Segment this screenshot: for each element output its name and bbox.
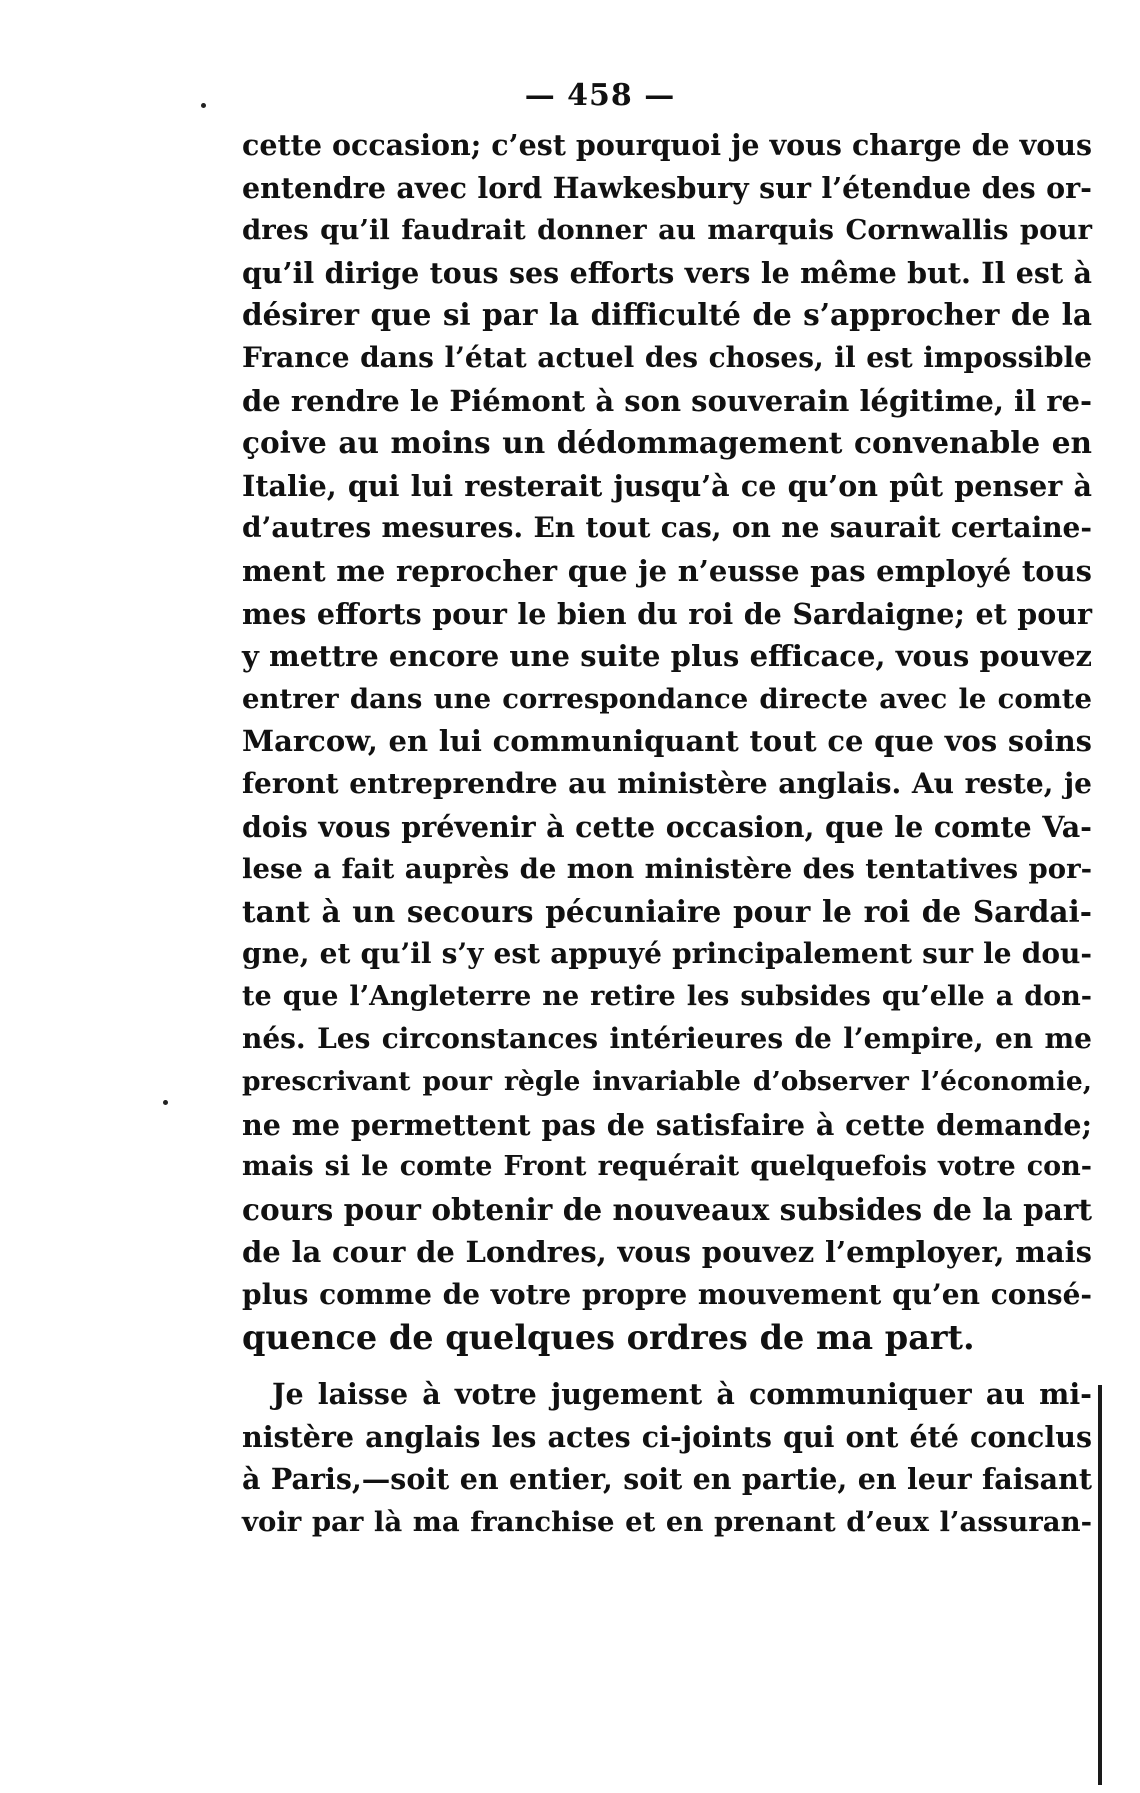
text-line: gne, et qu’il s’y est appuyé principalement sur le dou- bbox=[242, 937, 1092, 971]
text-line: plus comme de votre propre mouvement qu’en consé- bbox=[242, 1278, 1092, 1312]
text-line: cours pour obtenir de nouveaux subsides de la part bbox=[242, 1191, 1092, 1227]
text-line: mes efforts pour le bien du roi de Sardaigne; et pour bbox=[242, 596, 1092, 631]
text-line: entendre avec lord Hawkesbury sur l’étendue des or- bbox=[242, 170, 1092, 205]
page-edge-shadow bbox=[1098, 1385, 1102, 1785]
text-line: Marcow, en lui communiquant tout ce que vos soins bbox=[242, 724, 1092, 759]
paragraph-2 bbox=[242, 1373, 1092, 1543]
text-line: Je laisse à votre jugement à communiquer au mi- bbox=[272, 1377, 1092, 1412]
text-line: tant à un secours pécuniaire pour le roi de Sardai- bbox=[242, 893, 1092, 929]
scan-speck bbox=[201, 103, 206, 108]
text-line: nistère anglais les actes ci-joints qui ont été conclus bbox=[242, 1419, 1092, 1454]
text-line: France dans l’état actuel des choses, il est impossible bbox=[242, 340, 1092, 374]
text-line: de la cour de Londres, vous pouvez l’employer, mais bbox=[242, 1235, 1092, 1270]
text-line: qu’il dirige tous ses efforts vers le même but. Il est à bbox=[242, 255, 1092, 290]
text-line: te que l’Angleterre ne retire les subsides qu’elle a don- bbox=[242, 980, 1092, 1012]
text-line: d’autres mesures. En tout cas, on ne saurait certaine- bbox=[242, 511, 1092, 545]
text-line: çoive au moins un dédommagement convenable en bbox=[242, 425, 1092, 461]
text-line: à Paris,—soit en entier, soit en partie, en leur faisant bbox=[242, 1462, 1092, 1497]
text-line: ment me reprocher que je n’eusse pas employé tous bbox=[242, 553, 1092, 588]
scan-speck bbox=[163, 1100, 168, 1105]
text-line: feront entreprendre au ministère anglais. Au reste, je bbox=[242, 766, 1092, 800]
text-line: dres qu’il faudrait donner au marquis Cornwallis pour bbox=[242, 214, 1092, 247]
text-line: prescrivant pour règle invariable d’observer l’économie, bbox=[242, 1066, 1092, 1098]
page-number: — 458 — bbox=[524, 78, 676, 113]
text-line: quence de quelques ordres de ma part. bbox=[242, 1317, 975, 1357]
text-line: lese a fait auprès de mon ministère des tentatives por- bbox=[242, 853, 1092, 886]
text-line: ne me permettent pas de satisfaire à cette demande; bbox=[242, 1107, 1092, 1142]
text-line: mais si le comte Front requérait quelquefois votre con- bbox=[242, 1151, 1092, 1183]
text-line: entrer dans une correspondance directe avec le comte bbox=[242, 682, 1092, 715]
text-line: désirer que si par la difficulté de s’approcher de la bbox=[242, 297, 1092, 333]
text-line: cette occasion; c’est pourquoi je vous charge de vous bbox=[242, 128, 1092, 162]
text-line: dois vous prévenir à cette occasion, que le comte Va- bbox=[242, 809, 1092, 844]
paragraph-1 bbox=[242, 124, 1092, 1359]
paragraph-gap bbox=[242, 1359, 1092, 1373]
text-line: nés. Les circonstances intérieures de l’empire, en me bbox=[242, 1022, 1092, 1056]
text-line: voir par là ma franchise et en prenant d’eux l’assuran- bbox=[242, 1506, 1092, 1538]
text-line: Italie, qui lui resterait jusqu’à ce qu’on pût penser à bbox=[242, 468, 1092, 503]
body-text bbox=[242, 124, 1092, 1544]
text-line: de rendre le Piémont à son souverain légitime, il re- bbox=[242, 383, 1092, 418]
text-line: y mettre encore une suite plus efficace, vous pouvez bbox=[242, 639, 1092, 674]
